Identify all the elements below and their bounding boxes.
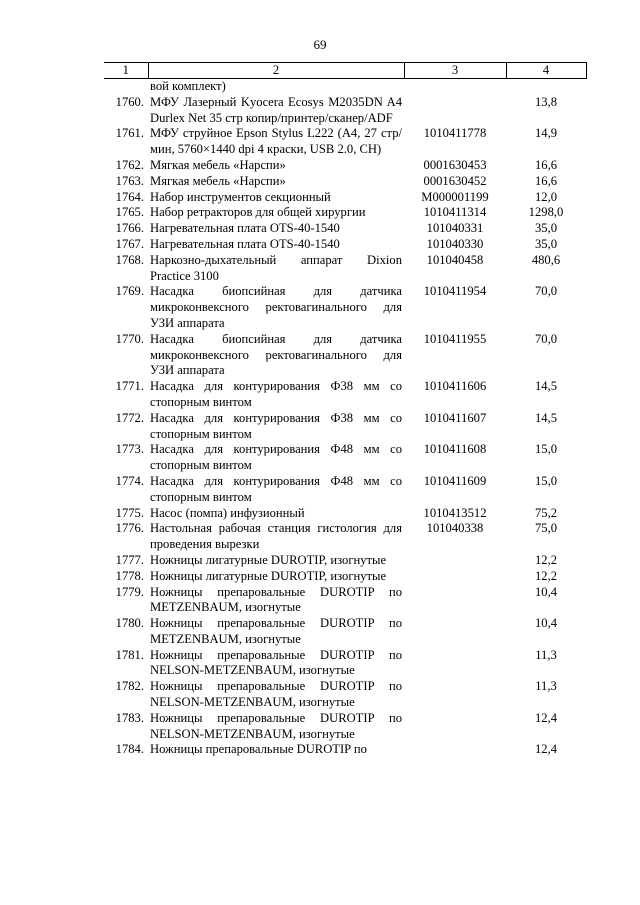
item-value: 12,2	[534, 568, 558, 583]
row-number: 1769.	[115, 284, 144, 299]
item-value: 14,5	[534, 379, 558, 394]
item-name: Ножницы препаровальные DUROTIP по NELSON-METZENBAUM, изогнутые	[150, 679, 402, 710]
item-name: Насос (помпа) инфузионный	[150, 505, 305, 520]
table-row	[104, 221, 586, 237]
column-header-value: 4	[506, 63, 586, 79]
table-row	[104, 648, 586, 680]
column-header-number: 1	[104, 63, 148, 79]
inventory-number	[404, 585, 506, 617]
item-value: 75,0	[534, 521, 558, 536]
inventory-number: 101040330	[426, 236, 484, 251]
item-value: 14,5	[534, 410, 558, 425]
item-name: Настольная рабочая станция гистология для проведения вырезки	[150, 521, 402, 552]
inventory-number: 1010411607	[423, 410, 487, 425]
table-row	[104, 521, 586, 553]
item-name: Наркозно-дыхательный аппарат Dixion Practice 3100	[150, 252, 402, 283]
table-row	[104, 474, 586, 506]
item-name: Насадка биопсийная для датчика микроконвексного ректовагинального для УЗИ аппарата	[150, 331, 402, 378]
inventory-number	[404, 553, 506, 569]
item-name: Набор инструментов секционный	[150, 189, 331, 204]
column-header-name: 2	[148, 63, 404, 79]
inventory-number	[404, 95, 506, 127]
table-row	[104, 742, 586, 758]
item-name: Ножницы препаровальные DUROTIP по METZENBAUM, изогнутые	[150, 616, 402, 646]
item-name: Мягкая мебель «Нарспи»	[150, 173, 286, 188]
item-value: 16,6	[534, 157, 558, 172]
inventory-number: 1010411778	[423, 126, 487, 141]
item-name: Насадка для контурирования Ф48 мм со стопорным винтом	[150, 442, 402, 473]
inventory-number: 101040458	[426, 252, 484, 267]
item-value: 35,0	[534, 221, 558, 236]
table-row	[104, 616, 586, 648]
inventory-number	[404, 711, 506, 743]
table-row	[104, 237, 586, 253]
item-value	[506, 79, 586, 95]
row-number: 1762.	[115, 157, 144, 172]
inventory-number: 101040331	[426, 221, 484, 236]
row-number: 1764.	[115, 189, 144, 204]
inventory-number	[404, 79, 506, 95]
item-name: Насадка биопсийная для датчика микроконвексного ректовагинального для УЗИ аппарата	[150, 284, 402, 330]
row-number: 1763.	[115, 173, 144, 188]
item-value: 13,8	[534, 94, 558, 109]
inventory-number	[404, 616, 506, 648]
inventory-number	[404, 742, 506, 758]
item-name: Ножницы препаровальные DUROTIP по	[150, 742, 367, 757]
item-name: Ножницы лигатурные DUROTIP, изогнутые	[150, 568, 387, 583]
inventory-number: М000001199	[421, 189, 489, 204]
table-row	[104, 332, 586, 379]
table-header	[104, 63, 586, 79]
inventory-number	[404, 648, 506, 680]
row-number	[104, 79, 148, 95]
item-value: 16,6	[534, 173, 558, 188]
item-value: 70,0	[534, 284, 558, 299]
row-number: 1770.	[115, 331, 144, 346]
table-row	[104, 569, 586, 585]
item-name: Набор ретракторов для общей хирургии	[150, 205, 366, 220]
item-value: 12,4	[534, 742, 558, 757]
item-value: 70,0	[534, 331, 558, 346]
row-number: 1761.	[115, 126, 144, 141]
item-name: вой комплект)	[150, 79, 226, 93]
item-value: 480,6	[531, 252, 561, 267]
row-number: 1775.	[115, 505, 144, 520]
item-value: 11,3	[535, 647, 557, 662]
row-number: 1784.	[115, 742, 144, 757]
item-value: 12,4	[534, 710, 558, 725]
inventory-number: 1010411606	[423, 379, 487, 394]
row-number: 1771.	[115, 379, 144, 394]
item-value: 10,4	[534, 616, 558, 631]
item-value: 15,0	[534, 473, 558, 488]
inventory-number: 1010411955	[423, 331, 487, 346]
table-row	[104, 95, 586, 127]
table-row	[104, 190, 586, 206]
item-value: 10,4	[534, 584, 558, 599]
item-name: МФУ струйное Epson Stylus L222 (А4, 27 стр/мин, 5760×1440 dpi 4 краски, USB 2.0, CH)	[150, 126, 402, 157]
item-value: 15,0	[534, 442, 558, 457]
item-value: 12,2	[534, 552, 558, 567]
table-row	[104, 553, 586, 569]
row-number: 1773.	[115, 442, 144, 457]
table-row	[104, 711, 586, 743]
row-number: 1782.	[115, 679, 144, 694]
item-value: 75,2	[534, 505, 558, 520]
item-name: Мягкая мебель «Нарспи»	[150, 157, 286, 172]
row-number: 1780.	[115, 616, 144, 631]
table-row	[104, 379, 586, 411]
row-number: 1767.	[115, 236, 144, 251]
item-name: Нагревательная плата OTS-40-1540	[150, 236, 340, 251]
item-name: Ножницы препаровальные DUROTIP по NELSON-METZENBAUM, изогнутые	[150, 647, 402, 678]
table-body	[104, 79, 586, 759]
item-name: Насадка для контурирования Ф38 мм со стопорным винтом	[150, 379, 402, 409]
row-number: 1768.	[115, 252, 144, 267]
inventory-number	[404, 679, 506, 711]
table-row	[104, 284, 586, 331]
item-name: Ножницы препаровальные DUROTIP по METZENBAUM, изогнутые	[150, 584, 402, 615]
item-name: Насадка для контурирования Ф48 мм со стопорным винтом	[150, 473, 402, 504]
inventory-number: 1010411314	[423, 205, 487, 220]
item-value: 35,0	[534, 236, 558, 251]
row-number: 1760.	[115, 94, 144, 109]
column-header-inventory: 3	[404, 63, 506, 79]
row-number: 1777.	[115, 552, 144, 567]
inventory-number: 0001630452	[423, 173, 487, 188]
item-name: Насадка для контурирования Ф38 мм со стопорным винтом	[150, 410, 402, 441]
inventory-number: 0001630453	[423, 157, 487, 172]
row-number: 1774.	[115, 473, 144, 488]
page-number: 69	[313, 37, 327, 52]
inventory-number: 1010413512	[423, 505, 487, 520]
row-number: 1776.	[115, 521, 144, 536]
table-row	[104, 253, 586, 285]
item-value: 1298,0	[528, 205, 564, 220]
row-number: 1778.	[115, 568, 144, 583]
inventory-number	[404, 569, 506, 585]
table-row	[104, 585, 586, 617]
item-value: 11,3	[535, 679, 557, 694]
table-row	[104, 205, 586, 221]
inventory-table	[104, 62, 587, 758]
row-number: 1772.	[115, 410, 144, 425]
item-name: Нагревательная плата OTS-40-1540	[150, 221, 340, 236]
item-name: Ножницы препаровальные DUROTIP по NELSON-METZENBAUM, изогнутые	[150, 710, 402, 741]
inventory-number: 1010411608	[423, 442, 487, 457]
table-row	[104, 158, 586, 174]
table-row	[104, 679, 586, 711]
row-number: 1765.	[115, 205, 144, 220]
table-row	[104, 174, 586, 190]
row-number: 1781.	[115, 647, 144, 662]
inventory-number: 101040338	[426, 521, 484, 536]
item-name: Ножницы лигатурные DUROTIP, изогнутые	[150, 552, 387, 567]
table-row	[104, 442, 586, 474]
table-row	[104, 126, 586, 158]
table-row	[104, 411, 586, 443]
inventory-number: 1010411954	[423, 284, 487, 299]
item-name: МФУ Лазерный Kyocera Ecosys M2035DN A4 Durlex Net 35 стр копир/принтер/сканер/ADF	[150, 94, 402, 125]
row-number: 1766.	[115, 221, 144, 236]
row-number: 1783.	[115, 710, 144, 725]
table-row	[104, 79, 586, 95]
item-value: 12,0	[534, 189, 558, 204]
item-value: 14,9	[534, 126, 558, 141]
row-number: 1779.	[115, 584, 144, 599]
table-row	[104, 506, 586, 522]
inventory-number: 1010411609	[423, 473, 487, 488]
